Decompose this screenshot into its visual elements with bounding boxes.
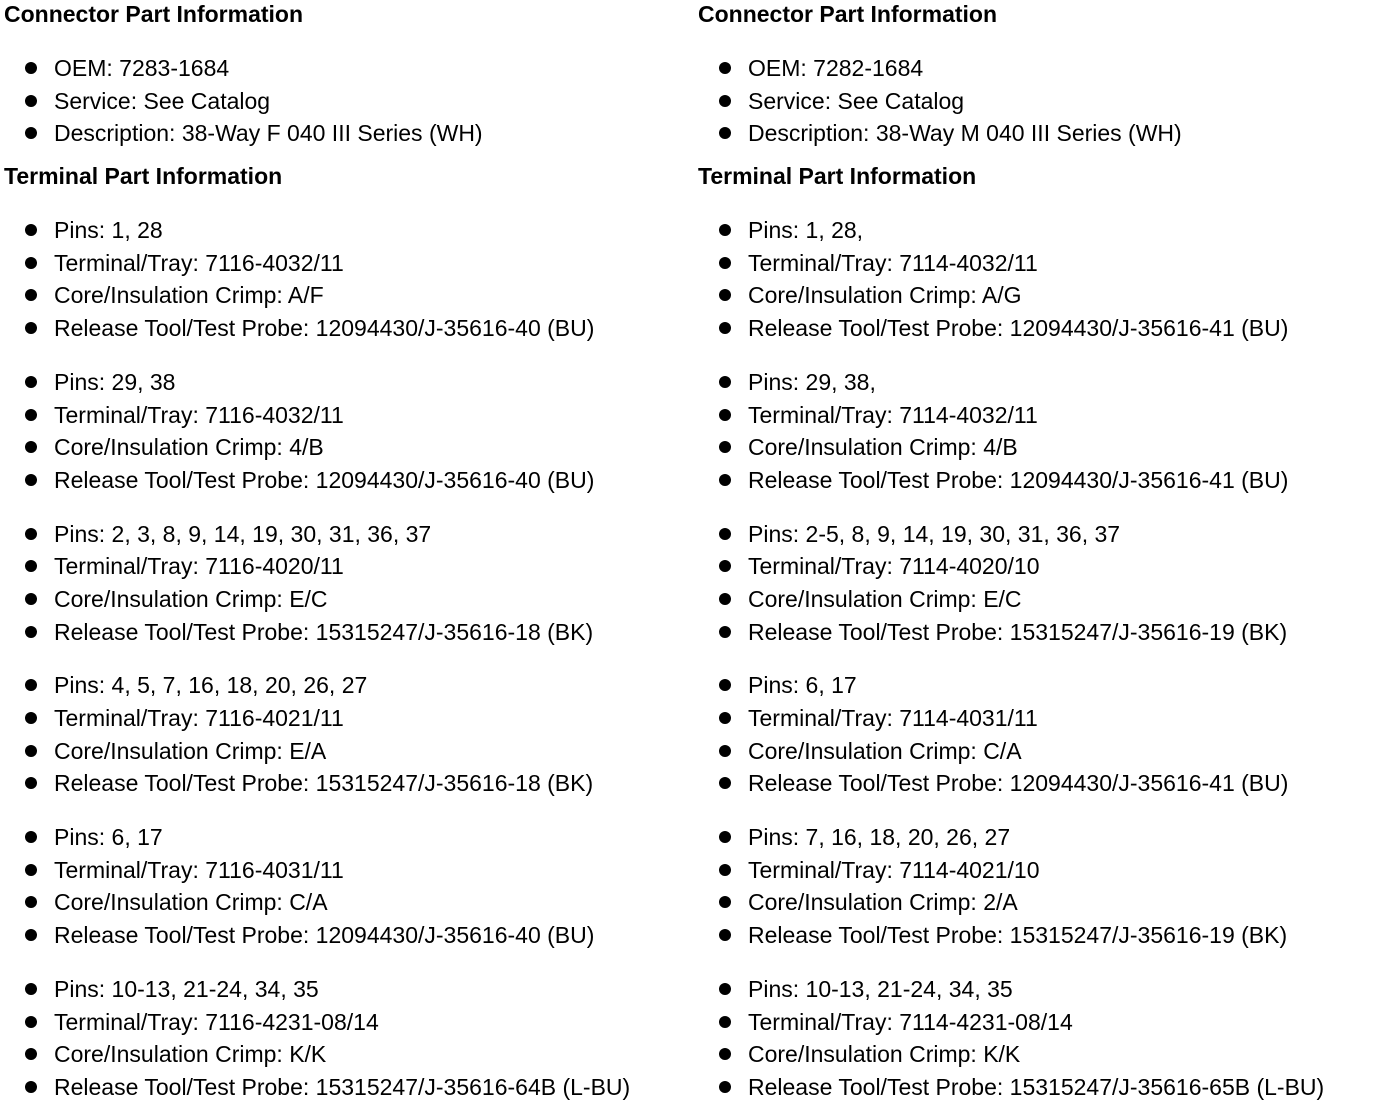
bullet-icon (719, 1081, 731, 1093)
list-item (4, 1006, 694, 1039)
list-item-text: Terminal/Tray: 7116-4231-08/14 (54, 1008, 379, 1035)
terminal-group (698, 669, 1388, 800)
list-item (4, 117, 694, 150)
terminal-group (698, 214, 1388, 345)
list-item-text: Core/Insulation Crimp: K/K (748, 1041, 1021, 1068)
list-item-text: Core/Insulation Crimp: K/K (54, 1041, 327, 1068)
bullet-icon (719, 224, 731, 236)
list-item (4, 431, 694, 464)
bullet-icon (719, 1048, 731, 1060)
connector-part-list (698, 52, 1388, 150)
list-item-text: Release Tool/Test Probe: 15315247/J-35616-64B (L-BU) (54, 1073, 631, 1100)
list-item (4, 464, 694, 497)
list-item (698, 735, 1388, 768)
list-item (4, 886, 694, 919)
bullet-icon (25, 593, 37, 605)
right-column (698, 0, 1388, 1104)
list-item (698, 821, 1388, 854)
bullet-icon (25, 745, 37, 757)
bullet-icon (25, 409, 37, 421)
bullet-icon (719, 679, 731, 691)
list-item (4, 854, 694, 887)
bullet-icon (25, 474, 37, 486)
list-item-text: Terminal/Tray: 7116-4031/11 (54, 856, 344, 883)
bullet-icon (25, 376, 37, 388)
list-item (698, 214, 1388, 247)
terminal-group (4, 821, 694, 952)
bullet-icon (25, 560, 37, 572)
list-item (4, 735, 694, 768)
list-item (698, 431, 1388, 464)
list-item-text: Terminal/Tray: 7116-4032/11 (54, 249, 344, 276)
list-item (4, 550, 694, 583)
list-item-text: Core/Insulation Crimp: 2/A (748, 889, 1018, 916)
list-item-text: Description: 38-Way M 040 III Series (WH) (748, 120, 1182, 147)
list-item (698, 312, 1388, 345)
bullet-icon (719, 777, 731, 789)
terminal-part-heading: Terminal Part Information (4, 163, 283, 190)
bullet-icon (719, 289, 731, 301)
list-item (4, 85, 694, 118)
list-item-text: Release Tool/Test Probe: 12094430/J-35616-40 (BU) (54, 466, 595, 493)
list-item-text: Service: See Catalog (748, 87, 965, 114)
list-item-text: Release Tool/Test Probe: 15315247/J-35616-19 (BK) (748, 618, 1288, 645)
list-item-text: Terminal/Tray: 7114-4021/10 (748, 856, 1040, 883)
terminal-part-heading: Terminal Part Information (698, 163, 977, 190)
list-item (698, 583, 1388, 616)
list-item-text: Core/Insulation Crimp: A/F (54, 282, 324, 309)
list-item-text: Pins: 29, 38, (748, 368, 876, 395)
bullet-icon (719, 983, 731, 995)
bullet-icon (719, 322, 731, 334)
list-item (698, 279, 1388, 312)
bullet-icon (25, 62, 37, 74)
bullet-icon (719, 560, 731, 572)
list-item (698, 464, 1388, 497)
bullet-icon (719, 528, 731, 540)
list-item (4, 1038, 694, 1071)
bullet-icon (25, 528, 37, 540)
list-item-text: Pins: 10-13, 21-24, 34, 35 (54, 975, 319, 1002)
list-item (4, 616, 694, 649)
list-item-text: Core/Insulation Crimp: E/C (748, 585, 1022, 612)
bullet-icon (25, 896, 37, 908)
list-item (698, 550, 1388, 583)
list-item (698, 247, 1388, 280)
bullet-icon (25, 1048, 37, 1060)
list-item (698, 702, 1388, 735)
bullet-icon (719, 95, 731, 107)
list-item (698, 886, 1388, 919)
list-item (4, 214, 694, 247)
bullet-icon (719, 745, 731, 757)
list-item (698, 854, 1388, 887)
terminal-group (698, 366, 1388, 497)
bullet-icon (25, 322, 37, 334)
bullet-icon (719, 409, 731, 421)
list-item-text: Release Tool/Test Probe: 15315247/J-35616-18 (BK) (54, 618, 594, 645)
list-item-text: Pins: 1, 28 (54, 217, 163, 244)
bullet-icon (719, 62, 731, 74)
list-item (698, 1006, 1388, 1039)
list-item (698, 52, 1388, 85)
bullet-icon (25, 983, 37, 995)
list-item (4, 702, 694, 735)
list-item-text: Release Tool/Test Probe: 12094430/J-35616-40 (BU) (54, 315, 595, 342)
bullet-icon (25, 224, 37, 236)
bullet-icon (719, 831, 731, 843)
list-item-text: Pins: 4, 5, 7, 16, 18, 20, 26, 27 (54, 672, 368, 699)
bullet-icon (719, 593, 731, 605)
list-item-text: Release Tool/Test Probe: 15315247/J-35616-19 (BK) (748, 922, 1288, 949)
list-item-text: Release Tool/Test Probe: 15315247/J-35616-65B (L-BU) (748, 1073, 1325, 1100)
bullet-icon (25, 95, 37, 107)
list-item-text: Pins: 6, 17 (54, 824, 163, 851)
list-item (4, 247, 694, 280)
terminal-group (4, 518, 694, 649)
left-column (4, 0, 694, 1104)
list-item-text: Terminal/Tray: 7116-4032/11 (54, 401, 344, 428)
list-item-text: Terminal/Tray: 7114-4231-08/14 (748, 1008, 1073, 1035)
list-item (4, 973, 694, 1006)
bullet-icon (25, 679, 37, 691)
bullet-icon (719, 864, 731, 876)
bullet-icon (719, 929, 731, 941)
terminal-group (698, 518, 1388, 649)
list-item (698, 1071, 1388, 1104)
bullet-icon (719, 127, 731, 139)
list-item (4, 919, 694, 952)
list-item (4, 312, 694, 345)
list-item-text: Core/Insulation Crimp: E/A (54, 737, 327, 764)
list-item-text: Core/Insulation Crimp: A/G (748, 282, 1022, 309)
list-item-text: Pins: 1, 28, (748, 217, 864, 244)
list-item-text: Terminal/Tray: 7114-4032/11 (748, 401, 1038, 428)
bullet-icon (719, 376, 731, 388)
list-item (4, 821, 694, 854)
list-item (4, 279, 694, 312)
list-item (698, 973, 1388, 1006)
bullet-icon (25, 831, 37, 843)
list-item-text: Release Tool/Test Probe: 15315247/J-35616-18 (BK) (54, 770, 594, 797)
list-item-text: Release Tool/Test Probe: 12094430/J-35616-40 (BU) (54, 922, 595, 949)
list-item-text: Pins: 10-13, 21-24, 34, 35 (748, 975, 1013, 1002)
bullet-icon (719, 712, 731, 724)
list-item (698, 399, 1388, 432)
terminal-group (698, 821, 1388, 952)
terminal-group (4, 973, 694, 1104)
list-item-text: Terminal/Tray: 7116-4021/11 (54, 705, 344, 731)
list-item-text: Core/Insulation Crimp: C/A (748, 737, 1022, 764)
bullet-icon (25, 1016, 37, 1028)
bullet-icon (719, 626, 731, 638)
connector-part-heading: Connector Part Information (698, 1, 998, 27)
connector-part-list (4, 52, 694, 150)
terminal-group (4, 214, 694, 345)
list-item (698, 117, 1388, 150)
bullet-icon (719, 1016, 731, 1028)
list-item-text: Core/Insulation Crimp: 4/B (54, 434, 324, 461)
bullet-icon (25, 712, 37, 724)
list-item-text: Pins: 6, 17 (748, 672, 857, 699)
list-item (4, 669, 694, 702)
list-item-text: Pins: 2-5, 8, 9, 14, 19, 30, 31, 36, 37 (748, 520, 1121, 547)
list-item (698, 616, 1388, 649)
list-item (698, 518, 1388, 551)
bullet-icon (25, 289, 37, 301)
list-item (4, 52, 694, 85)
terminal-group (698, 973, 1388, 1104)
list-item-text: Pins: 29, 38 (54, 368, 176, 395)
list-item (4, 366, 694, 399)
list-item-text: Terminal/Tray: 7114-4031/11 (748, 705, 1038, 731)
list-item (698, 85, 1388, 118)
bullet-icon (25, 777, 37, 789)
bullet-icon (25, 441, 37, 453)
bullet-icon (719, 896, 731, 908)
terminal-group (4, 669, 694, 800)
list-item (698, 366, 1388, 399)
connector-part-heading: Connector Part Information (4, 1, 304, 27)
list-item (4, 1071, 694, 1104)
bullet-icon (25, 257, 37, 269)
list-item-text: OEM: 7283-1684 (54, 55, 230, 81)
terminal-group (4, 366, 694, 497)
list-item-text: Service: See Catalog (54, 87, 271, 114)
list-item (4, 767, 694, 800)
list-item (4, 583, 694, 616)
list-item (698, 919, 1388, 952)
list-item-text: Core/Insulation Crimp: C/A (54, 889, 328, 916)
list-item-text: Pins: 7, 16, 18, 20, 26, 27 (748, 824, 1011, 851)
list-item (4, 518, 694, 551)
list-item-text: Description: 38-Way F 040 III Series (WH) (54, 120, 483, 147)
list-item (4, 399, 694, 432)
bullet-icon (719, 441, 731, 453)
list-item (698, 1038, 1388, 1071)
bullet-icon (25, 1081, 37, 1093)
list-item-text: Release Tool/Test Probe: 12094430/J-35616-41 (BU) (748, 466, 1289, 493)
list-item-text: Terminal/Tray: 7114-4032/11 (748, 249, 1038, 276)
list-item-text: Terminal/Tray: 7114-4020/10 (748, 553, 1040, 580)
list-item-text: Release Tool/Test Probe: 12094430/J-35616-41 (BU) (748, 770, 1289, 797)
list-item-text: Pins: 2, 3, 8, 9, 14, 19, 30, 31, 36, 37 (54, 520, 432, 547)
bullet-icon (719, 257, 731, 269)
list-item (698, 669, 1388, 702)
list-item-text: Core/Insulation Crimp: E/C (54, 585, 328, 612)
bullet-icon (25, 127, 37, 139)
bullet-icon (25, 864, 37, 876)
list-item-text: OEM: 7282-1684 (748, 55, 924, 81)
list-item-text: Terminal/Tray: 7116-4020/11 (54, 553, 344, 580)
list-item-text: Release Tool/Test Probe: 12094430/J-35616-41 (BU) (748, 315, 1289, 342)
bullet-icon (719, 474, 731, 486)
list-item-text: Core/Insulation Crimp: 4/B (748, 434, 1018, 461)
bullet-icon (25, 929, 37, 941)
list-item (698, 767, 1388, 800)
bullet-icon (25, 626, 37, 638)
